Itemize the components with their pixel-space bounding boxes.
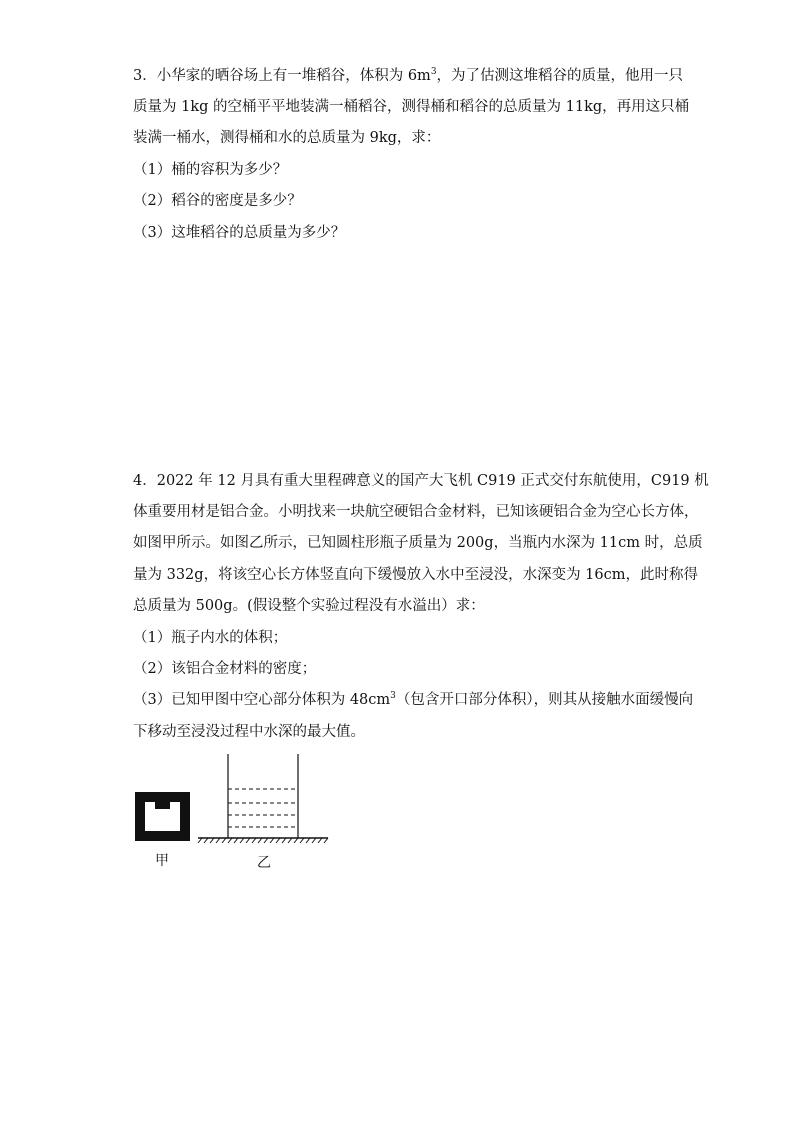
q4-sub-3-sup: 3: [390, 691, 396, 701]
label-yi: 乙: [257, 855, 271, 871]
q3-line-1-text-b: ，为了估测这堆稻谷的质量，他用一只: [436, 68, 684, 84]
q4-line-5: 总质量为 500g。(假设整个实验过程没有水溢出）求：: [133, 598, 485, 614]
q4-sub-3-text-a: （3）已知甲图中空心部分体积为 48cm: [133, 692, 391, 708]
bottle-yi: [228, 754, 298, 838]
hollow-block-jia: [135, 792, 190, 841]
hollow-block-shape: [135, 792, 190, 841]
q4-sub-2: （2）该铝合金材料的密度；: [133, 661, 317, 677]
q3-sub-1: （1）桶的容积为多少？: [133, 162, 288, 178]
label-jia: 甲: [155, 853, 169, 869]
q4-sub-3: [133, 690, 693, 710]
water-lines: [228, 789, 298, 827]
q4-line-3: 如图甲所示。如图乙所示，已知圆柱形瓶子质量为 200g，当瓶内水深为 11cm 时，总质: [133, 535, 703, 551]
q3-line-1: [133, 66, 683, 86]
q4-line-4: 量为 332g，将该空心长方体竖直向下缓慢放入水中至浸没，水深变为 16cm，此时称得: [133, 567, 698, 583]
q3-line-1-sup: 3: [430, 67, 437, 77]
figure-jia-yi: [130, 752, 340, 876]
q3-line-2: 质量为 1kg 的空桶平平地装满一桶稻谷，测得桶和稻谷的总质量为 11kg，再用这只桶: [133, 99, 690, 115]
q4-line-1: 4．2022 年 12 月具有重大里程碑意义的国产大飞机 C919 正式交付东航使用，C919 机: [133, 473, 709, 489]
q4-sub-3-line-2: 下移动至浸没过程中水深的最大值。: [133, 724, 365, 740]
q3-line-3: 装满一桶水，测得桶和水的总质量为 9kg，求：: [133, 130, 441, 146]
q4-line-2: 体重要用材是铝合金。小明找来一块航空硬铝合金材料，已知该硬铝合金为空心长方体，: [133, 504, 699, 520]
q3-sub-2: （2）稻谷的密度是多少？: [133, 193, 302, 209]
q4-sub-1: （1）瓶子内水的体积；: [133, 630, 288, 646]
q4-sub-3-text-b: （包含开口部分体积），则其从接触水面缓慢向: [395, 692, 694, 708]
ground: [198, 838, 328, 843]
q3-sub-3: （3）这堆稻谷的总质量为多少？: [133, 225, 346, 241]
q3-line-1-text-a: 3．小华家的晒谷场上有一堆稻谷，体积为 6m: [133, 68, 431, 84]
